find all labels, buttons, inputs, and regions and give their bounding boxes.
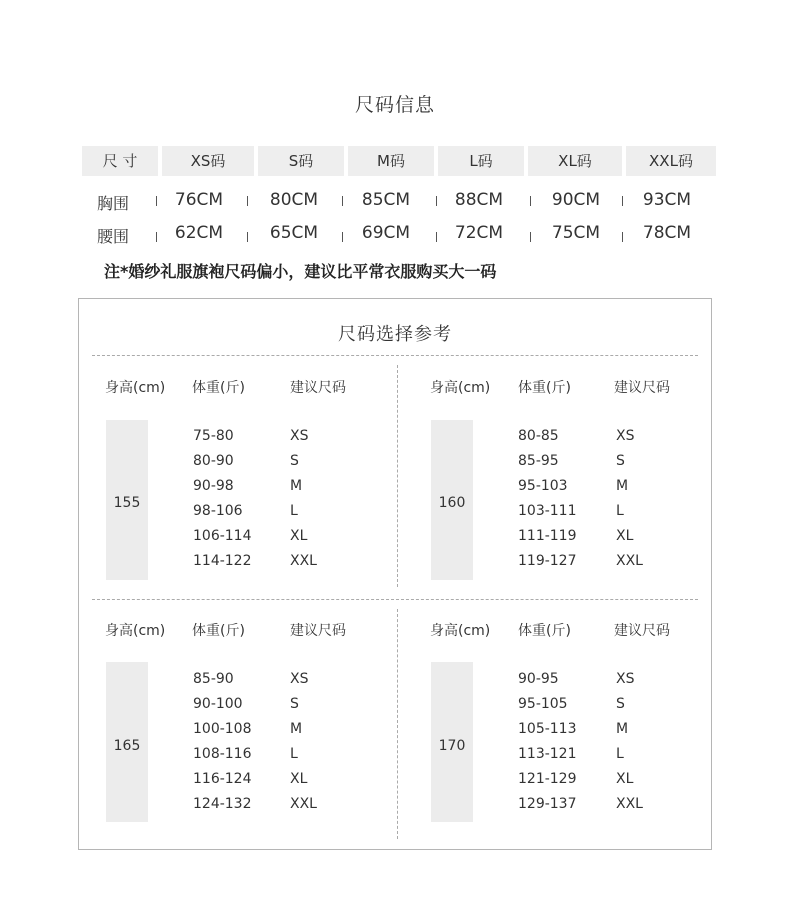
suggested-size: XXL [616, 553, 643, 569]
suggested-size: XS [290, 671, 309, 687]
weight-range: 116-124 [193, 771, 252, 787]
bust-value-xl: 90CM [551, 190, 601, 210]
weight-range: 75-80 [193, 428, 234, 444]
suggested-size: XS [616, 671, 635, 687]
height-value: 160 [438, 495, 466, 511]
weight-range: 119-127 [518, 553, 577, 569]
divider [397, 365, 398, 587]
suggested-size: L [616, 503, 624, 519]
bust-value-l: 88CM [454, 190, 504, 210]
weight-range: 124-132 [193, 796, 252, 812]
weight-range: 100-108 [193, 721, 252, 737]
suggested-size: XL [290, 528, 308, 544]
size-header-row [82, 146, 722, 176]
bust-value-xxl: 93CM [642, 190, 692, 210]
size-header-xl: XL码 [558, 152, 592, 170]
weight-range: 85-90 [193, 671, 234, 687]
suggested-size: XS [616, 428, 635, 444]
divider [92, 599, 698, 600]
suggested-size: XXL [616, 796, 643, 812]
suggested-size: M [290, 721, 303, 737]
weight-range: 95-103 [518, 478, 568, 494]
weight-range: 108-116 [193, 746, 252, 762]
suggested-size: M [616, 478, 629, 494]
suggested-size: S [616, 453, 625, 469]
waist-value-xxl: 78CM [642, 223, 692, 243]
col-header-size: 建议尺码 [614, 623, 670, 639]
waist-value-s: 65CM [269, 223, 319, 243]
col-header-size: 建议尺码 [290, 380, 346, 396]
waist-label: 腰围 [97, 227, 130, 246]
weight-range: 129-137 [518, 796, 577, 812]
waist-value-l: 72CM [454, 223, 504, 243]
col-header-size: 建议尺码 [614, 380, 670, 396]
suggested-size: XXL [290, 553, 317, 569]
suggested-size: XXL [290, 796, 317, 812]
col-header-weight: 体重(斤) [518, 380, 571, 396]
weight-range: 90-98 [193, 478, 234, 494]
bust-label: 胸围 [97, 194, 130, 213]
weight-range: 80-85 [518, 428, 559, 444]
bust-value-s: 80CM [269, 190, 319, 210]
weight-range: 90-95 [518, 671, 559, 687]
page-title: 尺码信息 [354, 94, 435, 116]
suggested-size: XL [290, 771, 308, 787]
size-header-l: L码 [469, 152, 493, 170]
suggested-size: XL [616, 771, 634, 787]
suggested-size: L [290, 746, 298, 762]
suggested-size: S [290, 453, 299, 469]
suggested-size: S [290, 696, 299, 712]
size-header-label: 尺 寸 [102, 152, 138, 170]
weight-range: 121-129 [518, 771, 577, 787]
height-value: 155 [113, 495, 141, 511]
suggested-size: XS [290, 428, 309, 444]
waist-value-m: 69CM [361, 223, 411, 243]
waist-value-xs: 62CM [174, 223, 224, 243]
suggested-size: XL [616, 528, 634, 544]
col-header-weight: 体重(斤) [192, 623, 245, 639]
height-value: 170 [438, 738, 466, 754]
size-header-cell [626, 146, 716, 176]
size-note: 注*婚纱礼服旗袍尺码偏小，建议比平常衣服购买大一码 [104, 262, 497, 281]
size-header-label-cell [82, 146, 158, 176]
weight-range: 106-114 [193, 528, 252, 544]
weight-range: 98-106 [193, 503, 243, 519]
col-header-height: 身高(cm) [430, 623, 491, 639]
weight-range: 80-90 [193, 453, 234, 469]
divider [92, 355, 698, 356]
suggested-size: L [290, 503, 298, 519]
weight-range: 105-113 [518, 721, 577, 737]
weight-range: 85-95 [518, 453, 559, 469]
size-header-xxl: XXL码 [649, 152, 693, 170]
size-header-cell [162, 146, 254, 176]
size-header-cell [438, 146, 524, 176]
weight-range: 95-105 [518, 696, 568, 712]
col-header-weight: 体重(斤) [192, 380, 245, 396]
size-header-s: S码 [288, 152, 314, 170]
divider [397, 609, 398, 839]
weight-range: 90-100 [193, 696, 243, 712]
col-header-height: 身高(cm) [430, 380, 491, 396]
size-header-cell [528, 146, 622, 176]
bust-value-m: 85CM [361, 190, 411, 210]
size-header-xs: XS码 [190, 152, 226, 170]
weight-range: 113-121 [518, 746, 577, 762]
bust-value-xs: 76CM [174, 190, 224, 210]
weight-range: 111-119 [518, 528, 577, 544]
col-header-weight: 体重(斤) [518, 623, 571, 639]
col-header-size: 建议尺码 [290, 623, 346, 639]
size-guide-title: 尺码选择参考 [338, 324, 452, 345]
weight-range: 103-111 [518, 503, 577, 519]
size-header-cell [348, 146, 434, 176]
size-header-cell [258, 146, 344, 176]
suggested-size: S [616, 696, 625, 712]
suggested-size: L [616, 746, 624, 762]
weight-range: 114-122 [193, 553, 252, 569]
col-header-height: 身高(cm) [105, 623, 166, 639]
suggested-size: M [290, 478, 303, 494]
waist-value-xl: 75CM [551, 223, 601, 243]
height-value: 165 [113, 738, 141, 754]
size-header-m: M码 [377, 152, 405, 170]
suggested-size: M [616, 721, 629, 737]
col-header-height: 身高(cm) [105, 380, 166, 396]
